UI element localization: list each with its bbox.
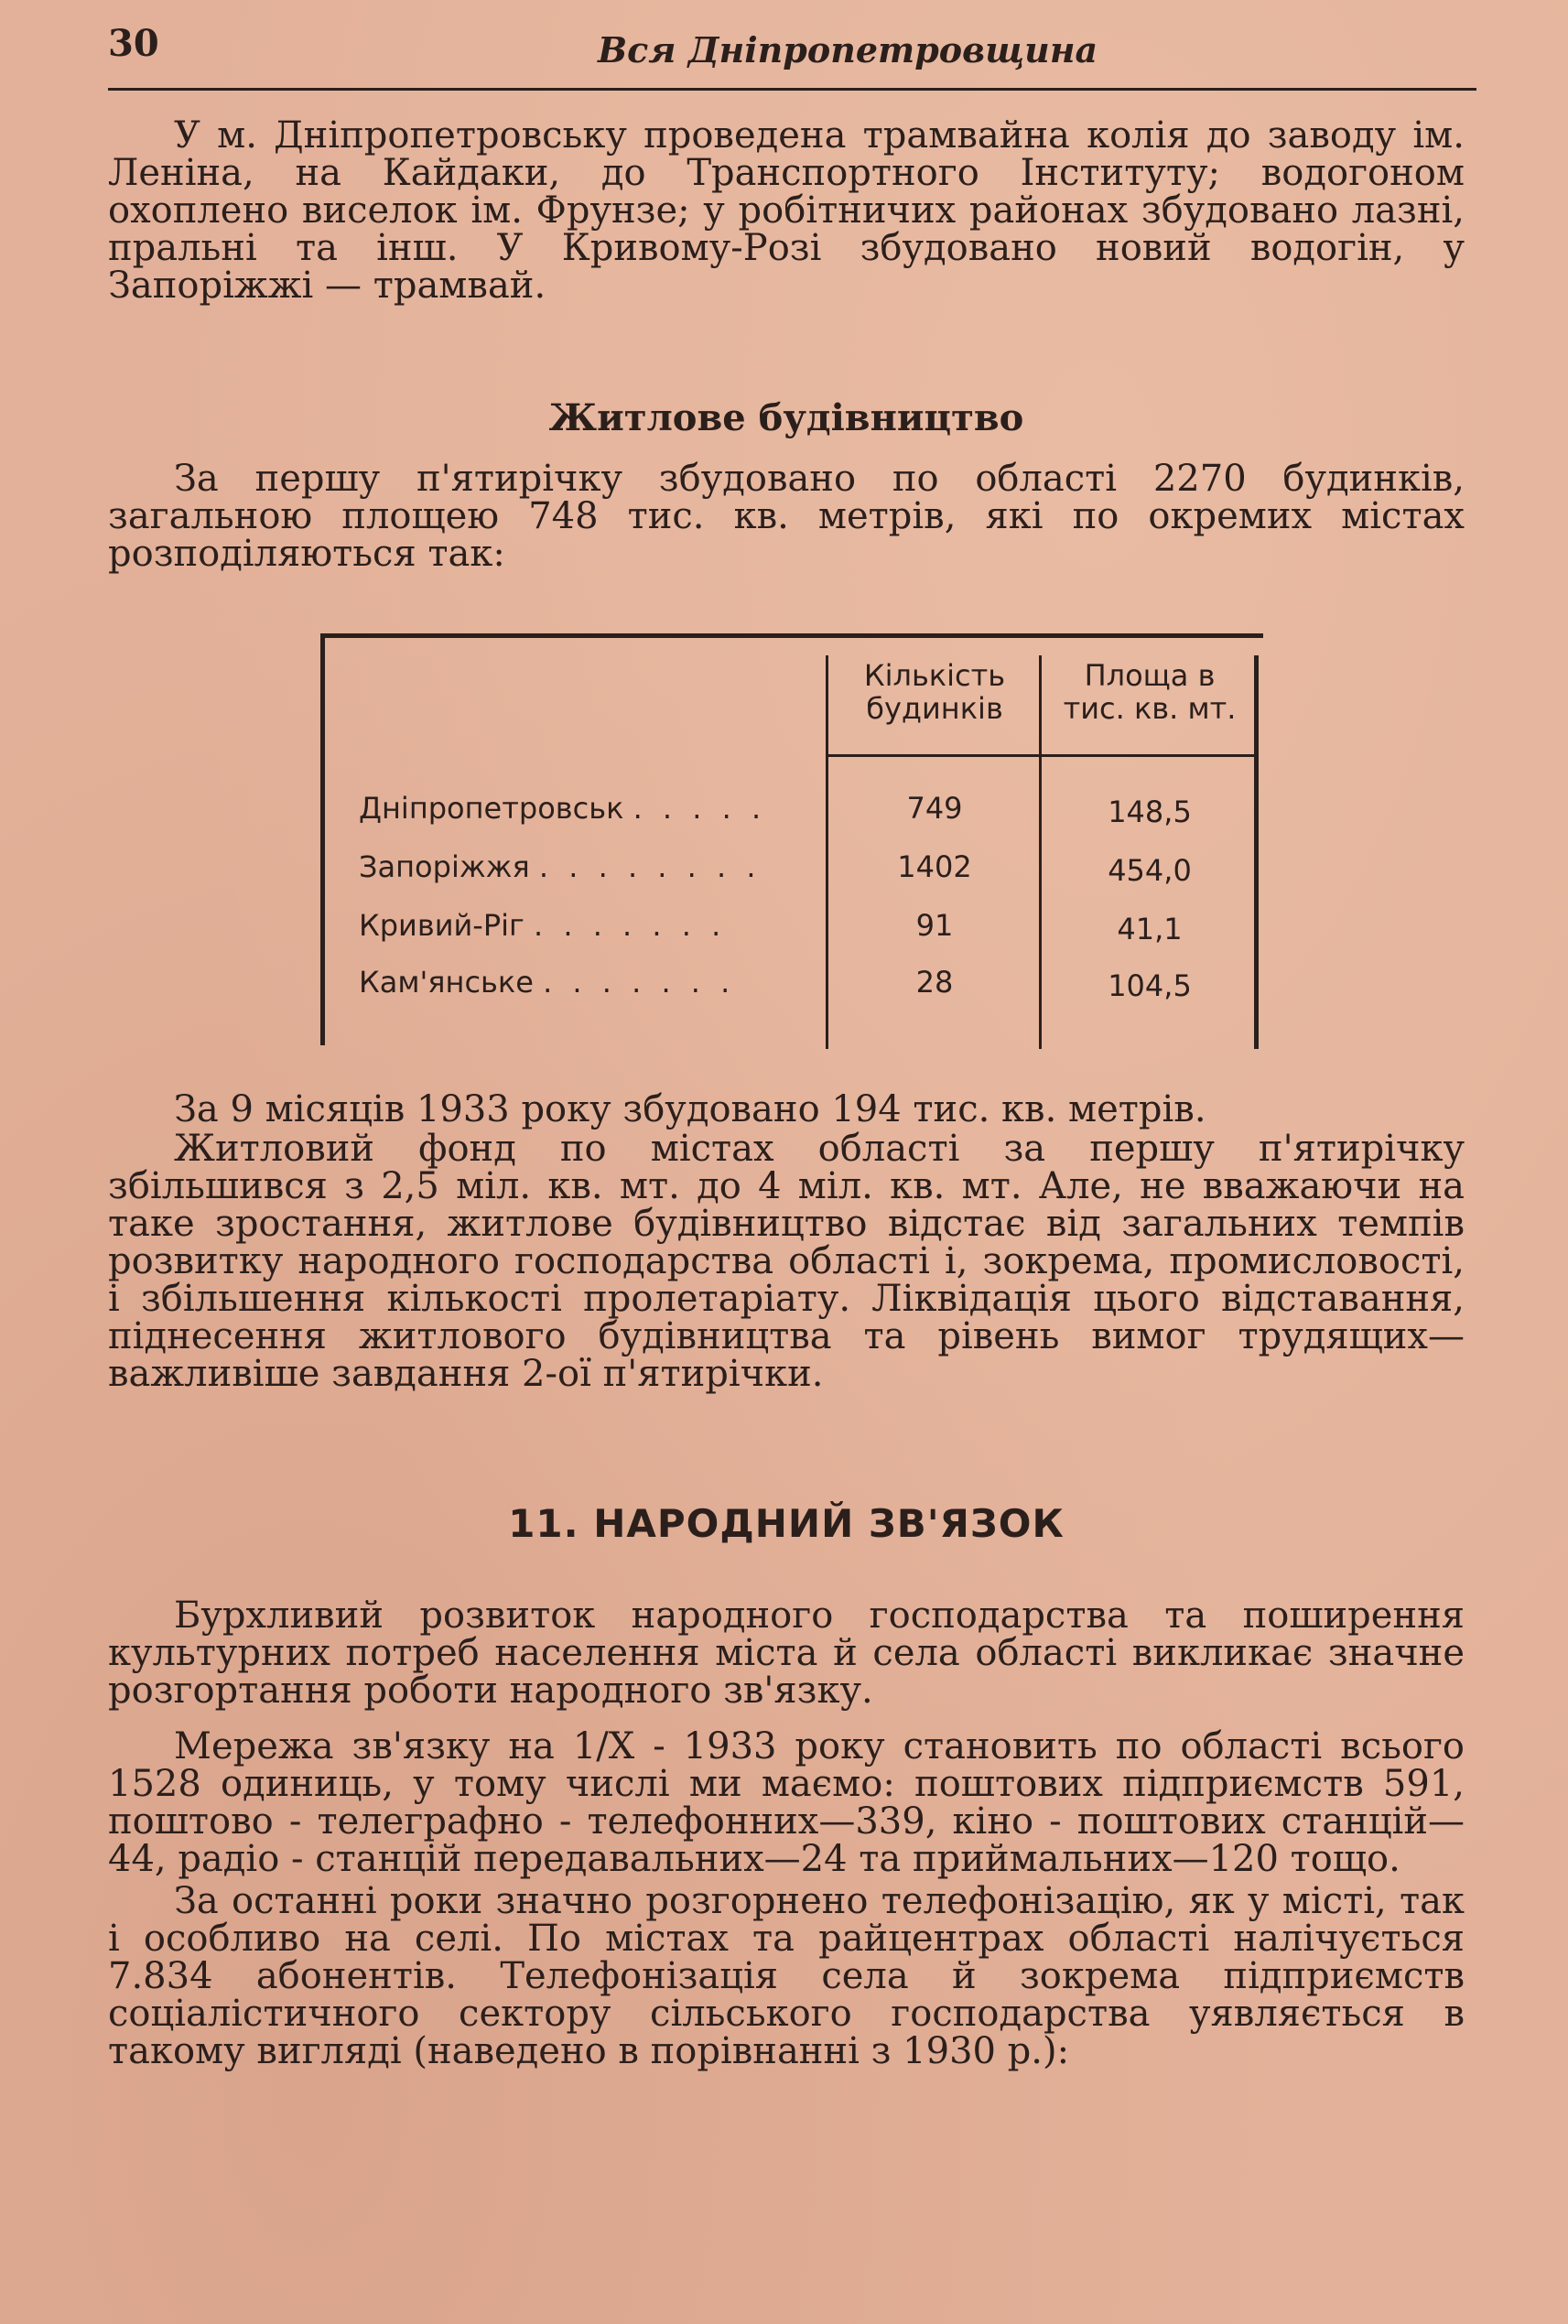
leader-dots: . . . . . . . (534, 908, 727, 943)
communications-intro: Бурхливий розвиток народного господарства та поширення культурних потреб населення міста й села області викликає значне розгортання роботи народного зв'язку. (108, 1594, 1465, 1712)
table-row-city (359, 791, 816, 826)
table-cell-area: 454,0 (1108, 853, 1192, 888)
telephonization-paragraph: За останні роки значно розгорнено телефонізацію, як у місті, так і особливо на селі. По містах та райцентрах області налічується 7.834 абонентів. Телефонізація села й зокрема підприємств соціалістичного сектору сільського господарства уявляється в такому вигляді (наведено в порівнанні з 1930 р.): (108, 1880, 1465, 2072)
table-cell-area: 41,1 (1117, 912, 1183, 946)
page-number: 30 (108, 22, 159, 65)
communications-network: Мережа зв'язку на 1/X - 1933 року становить по області всього 1528 одиниць, у тому числі ми маємо: поштових підприємств 591, поштово - телеграфно - телефонних—339, кіно - поштових станцій—44, радіо - станцій передавальних—24 та приймальних—120 тощо. (108, 1725, 1465, 1880)
housing-intro: За першу п'ятирічку збудовано по області 2270 будинків, загальною площею 748 тис. кв. метрів, які по окремих містах розподіляються так: (108, 458, 1465, 575)
table-left-rule (320, 633, 325, 1045)
table-cell-buildings: 28 (915, 965, 954, 1000)
section-heading: 11. НАРОДНИЙ ЗВ'ЯЗОК (508, 1501, 1065, 1546)
leader-dots: . . . . . . . (543, 965, 736, 1000)
column-header-line: Площа в (1084, 658, 1216, 693)
housing-table (320, 633, 1263, 1054)
page-header (108, 16, 1476, 101)
table-cell-area: 148,5 (1108, 794, 1192, 829)
table-header-rule (826, 754, 1259, 757)
table-row-city (359, 849, 816, 884)
column-header-line: Кількість (863, 658, 1006, 693)
housing-9-months: За 9 місяців 1933 року збудовано 194 тис. кв. метрів. (174, 1088, 1206, 1130)
table-cell-buildings: 749 (906, 791, 963, 826)
column-header-area (1044, 659, 1256, 725)
table-column-divider (826, 655, 828, 1049)
column-header-buildings (833, 659, 1036, 725)
leader-dots: . . . . . (633, 791, 767, 826)
leader-dots: . . . . . . . . (538, 849, 762, 884)
table-row-city (359, 908, 816, 943)
city-name: Кривий-Ріг (359, 908, 524, 943)
column-header-line: будинків (866, 691, 1003, 726)
column-header-line: тис. кв. мт. (1063, 691, 1237, 726)
city-name: Дніпропетровськ (359, 791, 624, 826)
header-rule (108, 88, 1476, 91)
table-cell-area: 104,5 (1108, 968, 1192, 1003)
table-column-divider (1039, 655, 1042, 1049)
city-name: Запоріжжя (359, 849, 530, 884)
table-cell-buildings: 1402 (897, 849, 972, 884)
city-name: Кам'янське (359, 965, 534, 1000)
running-title: Вся Дніпропетровщина (598, 29, 1098, 70)
housing-heading: Житлове будівництво (548, 396, 1024, 439)
paragraph-infrastructure: У м. Дніпропетровську проведена трамвайна колія до заводу ім. Леніна, на Кайдаки, до Транспортного Інституту; водогоном охоплено виселок ім. Фрунзе; у робітничих районах збудовано лазні, пральні та інш. У Кривому-Розі збудовано новий водогін, у Запоріжжі — трамвай. (108, 114, 1465, 307)
housing-fund-paragraph: Житловий фонд по містах області за першу п'ятирічку збільшився з 2,5 міл. кв. мт. до 4 міл. кв. мт. Але, не вважаючи на таке зростання, житлове будівництво відстає від загальних темпів розвитку народного господарства області і, зокрема, промисловості, і збільшення кількості пролетаріату. Ліквідація цього відставання, піднесення житлового будівництва та рівень вимог трудящих—важливіше завдання 2-ої п'ятирічки. (108, 1128, 1465, 1395)
table-top-rule (320, 633, 1263, 638)
table-cell-buildings: 91 (915, 908, 954, 943)
table-row-city (359, 965, 816, 1000)
